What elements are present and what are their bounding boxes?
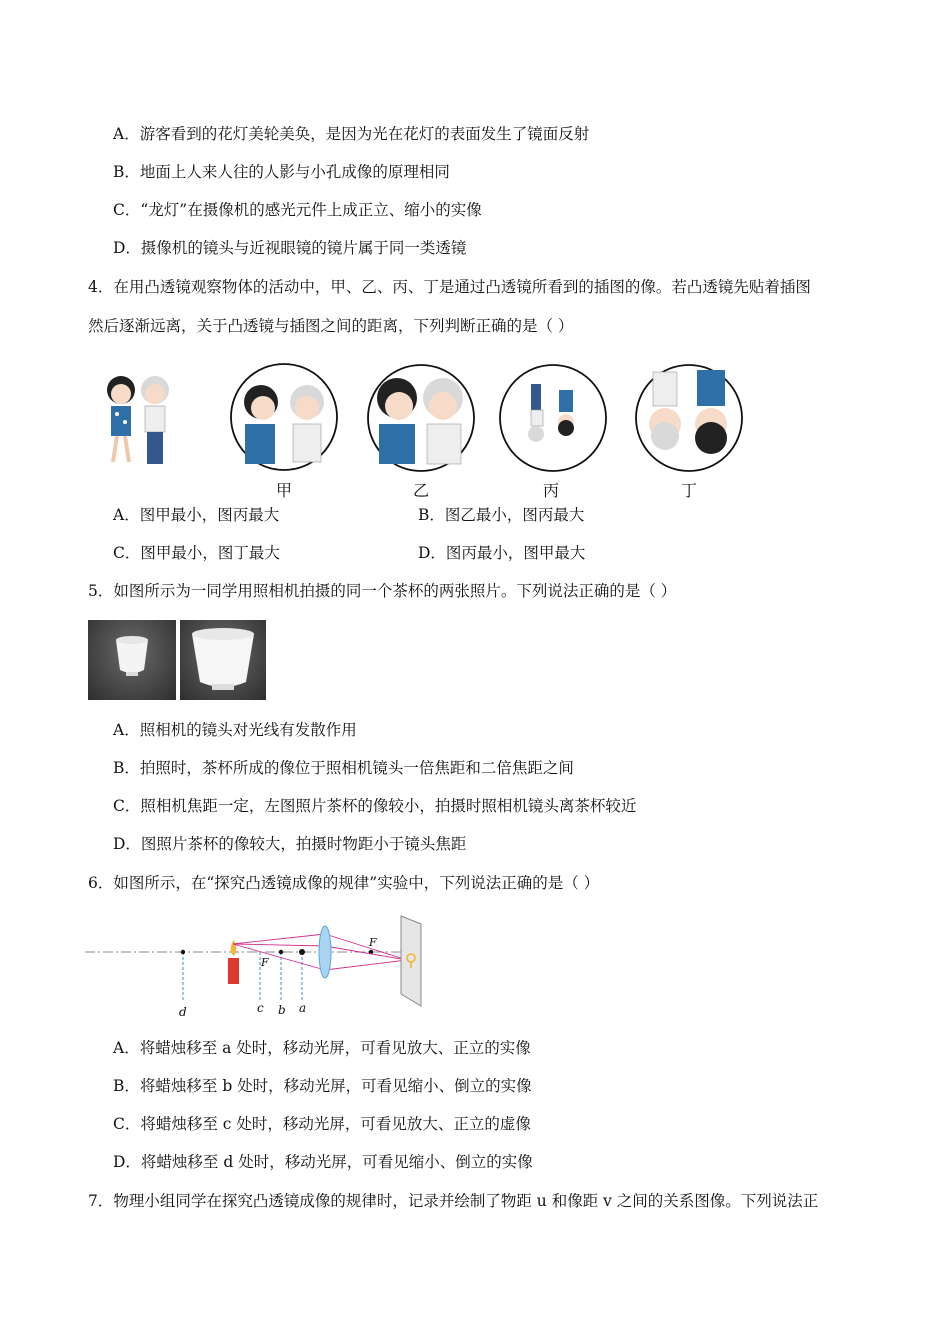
convex-lens <box>319 926 331 978</box>
label-jia: 甲 <box>276 481 293 500</box>
q3-option-b: B．地面上人来人往的人影与小孔成像的原理相同 <box>113 163 450 181</box>
q6-stem: 6．如图所示，在“探究凸透镜成像的规律”实验中，下列说法正确的是（ ） <box>88 874 600 892</box>
image-jia <box>231 364 337 470</box>
candle-icon <box>228 940 239 984</box>
light-screen <box>401 916 421 1006</box>
image-bing <box>500 365 606 471</box>
image-yi <box>368 365 474 471</box>
optical-bench-diagram <box>85 910 445 1020</box>
q4-option-c: C．图甲最小，图丁最大 <box>113 544 280 562</box>
q4-option-b: B．图乙最小，图丙最大 <box>418 506 585 524</box>
label-b: b <box>278 1003 286 1017</box>
teacup-large-icon <box>180 620 266 700</box>
label-c: c <box>257 1001 264 1015</box>
label-ding: 丁 <box>681 481 698 500</box>
q6-option-b: B．将蜡烛移至 b 处时，移动光屏，可看见缩小、倒立的实像 <box>113 1077 532 1095</box>
label-bing: 丙 <box>543 481 560 500</box>
q4-stem-line1: 4．在用凸透镜观察物体的活动中，甲、乙、丙、丁是通过凸透镜所看到的插图的像。若凸透镜先贴着插图 <box>88 278 811 296</box>
q4-option-d: D．图丙最小，图甲最大 <box>418 544 586 562</box>
q5-option-c: C．照相机焦距一定，左图照片茶杯的像较小，拍摄时照相机镜头离茶杯较近 <box>113 797 637 815</box>
q3-option-d: D．摄像机的镜头与近视眼镜的镜片属于同一类透镜 <box>113 239 467 257</box>
q7-stem: 7．物理小组同学在探究凸透镜成像的规律时，记录并绘制了物距 u 和像距 v 之间的关系图像。下列说法正 <box>88 1192 819 1210</box>
q6-option-c: C．将蜡烛移至 c 处时，移动光屏，可看见放大、正立的虚像 <box>113 1115 531 1133</box>
q6-option-a: A．将蜡烛移至 a 处时，移动光屏，可看见放大、正立的实像 <box>113 1039 531 1057</box>
q4-figure <box>85 362 815 502</box>
girls-illustration <box>107 376 169 464</box>
q5-stem: 5．如图所示为一同学用照相机拍摄的同一个茶杯的两张照片。下列说法正确的是（ ） <box>88 582 677 600</box>
label-a: a <box>299 1001 307 1015</box>
label-yi: 乙 <box>413 481 430 500</box>
teacup-photo-right <box>180 620 266 700</box>
teacup-photo-left <box>88 620 176 700</box>
teacup-small-icon <box>88 620 176 700</box>
label-f-left: F <box>261 956 269 969</box>
q5-option-b: B．拍照时，茶杯所成的像位于照相机镜头一倍焦距和二倍焦距之间 <box>113 759 574 777</box>
image-ding <box>636 365 742 471</box>
label-d: d <box>179 1005 187 1019</box>
q5-option-a: A．照相机的镜头对光线有发散作用 <box>113 721 357 739</box>
q4-option-a: A．图甲最小，图丙最大 <box>113 506 280 524</box>
label-f-right: F <box>369 936 377 949</box>
q5-option-d: D．图照片茶杯的像较大，拍摄时物距小于镜头焦距 <box>113 835 467 853</box>
q4-stem-line2: 然后逐渐远离，关于凸透镜与插图之间的距离，下列判断正确的是（ ） <box>88 317 574 335</box>
q3-option-a: A．游客看到的花灯美轮美奂，是因为光在花灯的表面发生了镜面反射 <box>113 125 590 143</box>
q6-option-d: D．将蜡烛移至 d 处时，移动光屏，可看见缩小、倒立的实像 <box>113 1153 533 1171</box>
q3-option-c: C．“龙灯”在摄像机的感光元件上成正立、缩小的实像 <box>113 201 482 219</box>
